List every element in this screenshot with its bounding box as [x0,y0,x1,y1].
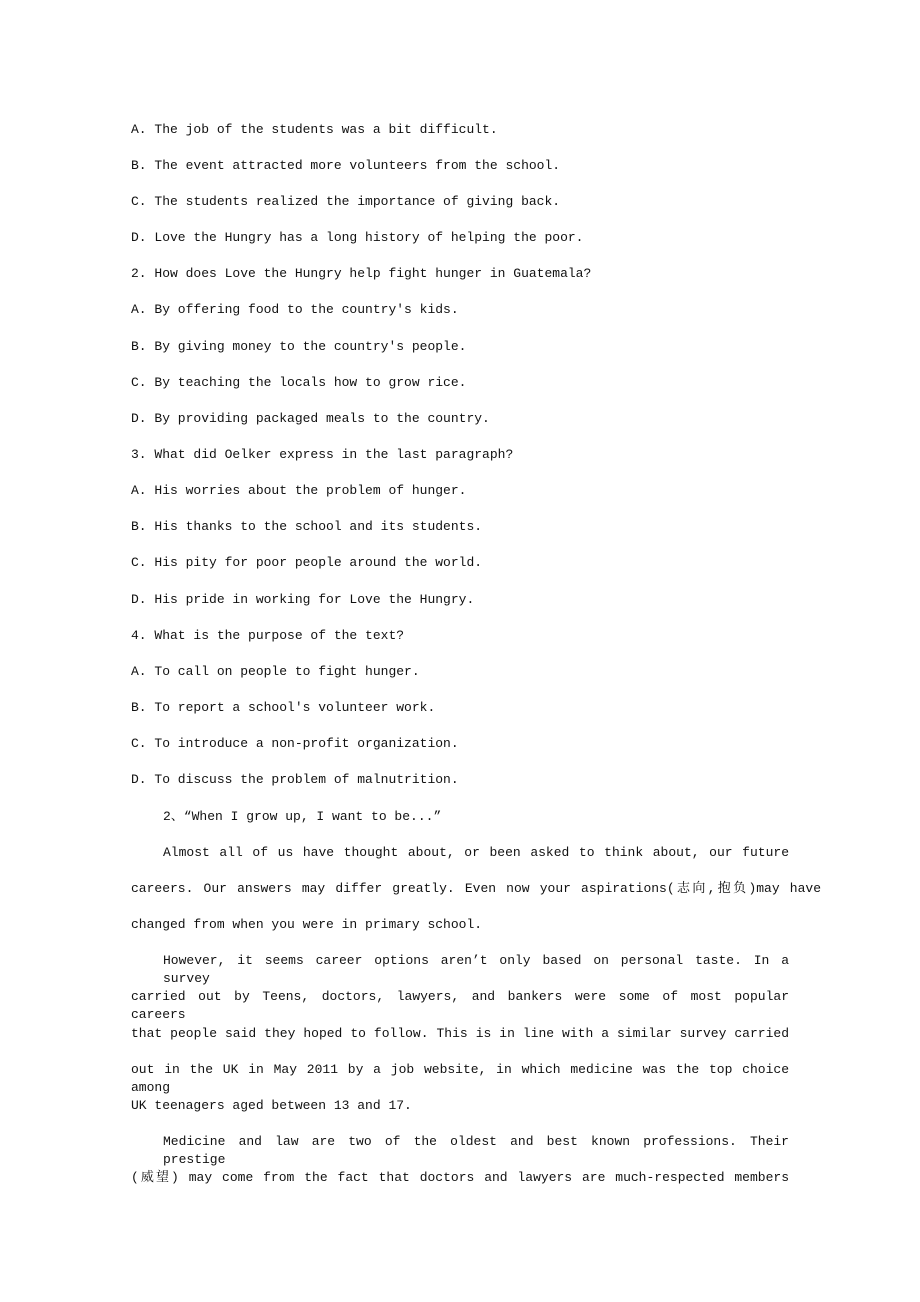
question-line: D. His pride in working for Love the Hungry. [131,592,475,607]
passage-line: However, it seems career options aren’t only based on personal taste. In a survey [163,953,789,986]
passage-line: (威望) may come from the fact that doctors and lawyers are much-respected members [131,1170,789,1185]
passage-line: carried out by Teens, doctors, lawyers, and bankers were some of most popular careers [131,989,789,1022]
question-line: C. His pity for poor people around the world. [131,555,483,570]
question-line: A. His worries about the problem of hunger. [131,483,467,498]
passage-line: changed from when you were in primary school. [131,917,483,932]
question-line: 3. What did Oelker express in the last paragraph? [131,447,514,462]
question-line: B. The event attracted more volunteers from the school. [131,158,561,173]
question-line: B. To report a school's volunteer work. [131,700,436,715]
question-line: C. The students realized the importance of giving back. [131,194,561,209]
question-line: D. By providing packaged meals to the country. [131,411,490,426]
question-line: D. Love the Hungry has a long history of helping the poor. [131,230,584,245]
question-line: B. By giving money to the country's people. [131,339,467,354]
passage-line: out in the UK in May 2011 by a job website, in which medicine was the top choice among [131,1062,789,1095]
question-line: A. By offering food to the country's kids. [131,302,459,317]
passage-line: Almost all of us have thought about, or been asked to think about, our future [163,845,789,860]
question-line: B. His thanks to the school and its students. [131,519,483,534]
passage-line: that people said they hoped to follow. This is in line with a similar survey carried [131,1026,789,1041]
passage-title: 2、“When I grow up, I want to be...” [163,809,442,824]
question-line: D. To discuss the problem of malnutrition. [131,772,459,787]
passage-line: UK teenagers aged between 13 and 17. [131,1098,412,1113]
question-line: 2. How does Love the Hungry help fight hunger in Guatemala? [131,266,592,281]
question-line: A. The job of the students was a bit difficult. [131,122,498,137]
question-line: C. By teaching the locals how to grow rice. [131,375,467,390]
question-line: A. To call on people to fight hunger. [131,664,420,679]
passage-line: careers. Our answers may differ greatly. Even now your aspirations(志向,抱负)may have [131,881,821,896]
question-line: C. To introduce a non-profit organization. [131,736,459,751]
passage-line: Medicine and law are two of the oldest and best known professions. Their prestige [163,1134,789,1167]
question-line: 4. What is the purpose of the text? [131,628,405,643]
